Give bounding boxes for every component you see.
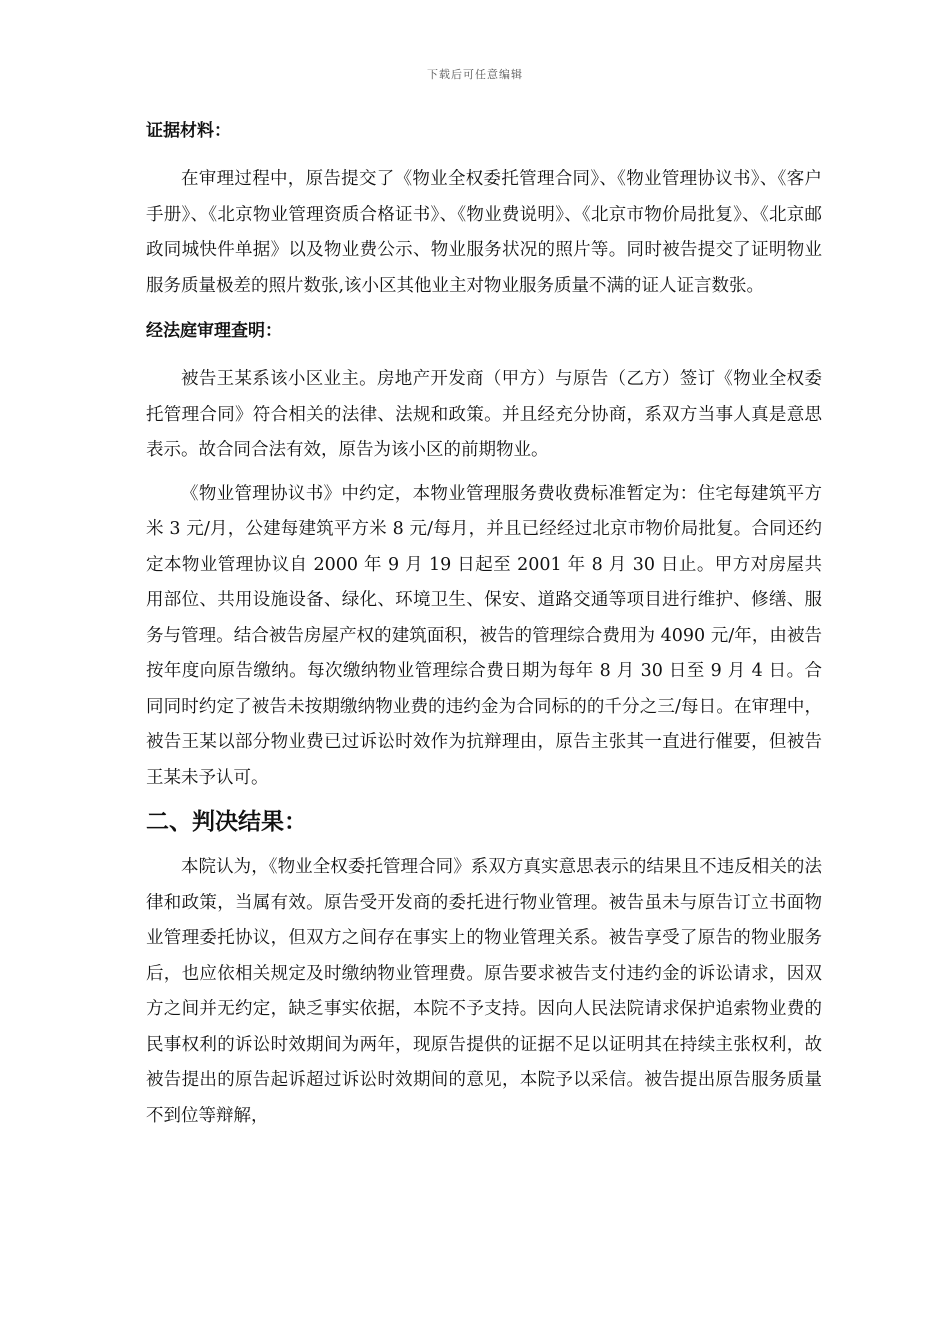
evidence-heading: 证据材料： bbox=[146, 121, 231, 141]
document-body bbox=[146, 118, 822, 1134]
findings-heading: 经法庭审理查明： bbox=[146, 321, 282, 341]
evidence-paragraph: 在审理过程中，原告提交了《物业全权委托管理合同》、《物业管理协议书》、《客户手册》、《北京物业管理资质合格证书》、《物业费说明》、《北京市物价局批复》、《北京邮政同城快件单据》以及物业费公示、物业服务状况的照片等。同时被告提交了证明物业服务质量极差的照片数张,该小区其他业主对物业服务质量不满的证人证言数张。 bbox=[146, 169, 822, 296]
judgment-heading: 二、判决结果： bbox=[146, 809, 307, 835]
findings-paragraph-2: 《物业管理协议书》中约定，本物业管理服务费收费标准暂定为：住宅每建筑平方米 3 元/月，公建每建筑平方米 8 元/每月，并且已经经过北京市物价局批复。合同还约定本物业管理协议自 2000 年 9 月 19 日起至 2001 年 8 月 30 日止。甲方对房屋共用部位、共用设施设备、绿化、环境卫生、保安、道路交通等项目进行维护、修缮、服务与管理。结合被告房屋产权的建筑面积，被告的管理综合费用为 4090 元/年，由被告按年度向原告缴纳。每次缴纳物业管理综合费日期为每年 8 月 30 日至 9 月 4 日。合同同时约定了被告未按期缴纳物业费的违约金为合同标的的千分之三/每日。在审理中，被告王某以部分物业费已过诉讼时效作为抗辩理由，原告主张其一直进行催要，但被告王某未予认可。 bbox=[146, 483, 822, 788]
judgment-paragraph: 本院认为，《物业全权委托管理合同》系双方真实意思表示的结果且不违反相关的法律和政策，当属有效。原告受开发商的委托进行物业管理。被告虽未与原告订立书面物业管理委托协议，但双方之间存在事实上的物业管理关系。被告享受了原告的物业服务后，也应依相关规定及时缴纳物业管理费。原告要求被告支付违约金的诉讼请求，因双方之间并无约定，缺乏事实依据，本院不予支持。因向人民法院请求保护追索物业费的民事权利的诉讼时效期间为两年，现原告提供的证据不足以证明其在持续主张权利，故被告提出的原告起诉超过诉讼时效期间的意见，本院予以采信。被告提出原告服务质量不到位等辩解， bbox=[146, 857, 822, 1126]
findings-paragraph-1: 被告王某系该小区业主。房地产开发商（甲方）与原告（乙方）签订《物业全权委托管理合同》符合相关的法律、法规和政策。并且经充分协商，系双方当事人真是意思表示。故合同合法有效，原告为该小区的前期物业。 bbox=[146, 369, 822, 460]
page-header: 下载后可任意编辑 bbox=[427, 68, 523, 81]
